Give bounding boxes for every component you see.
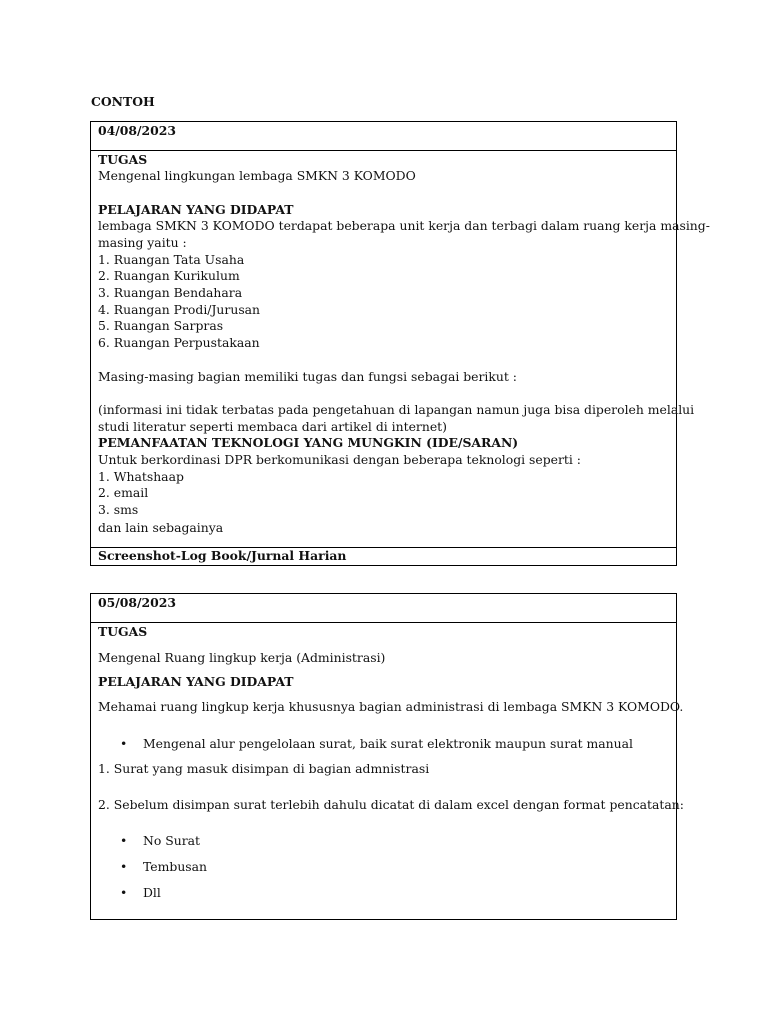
bullet-marker: • xyxy=(120,885,128,900)
entry-date: 05/08/2023 xyxy=(98,595,177,610)
tech-item: 2. email xyxy=(98,485,149,500)
room-item: 1. Ruangan Tata Usaha xyxy=(98,252,245,267)
pelajaran-label: PELAJARAN YANG DIDAPAT xyxy=(98,202,294,217)
format-item: Dll xyxy=(143,885,161,900)
screenshot-label: Screenshot-Log Book/Jurnal Harian xyxy=(98,548,347,563)
pelajaran-line: masing yaitu : xyxy=(98,235,187,250)
point-item: 1. Surat yang masuk disimpan di bagian admnistrasi xyxy=(98,761,430,776)
room-item: 2. Ruangan Kurikulum xyxy=(98,268,240,283)
pemanfaatan-text: Untuk berkordinasi DPR berkomunikasi dengan beberapa teknologi seperti : xyxy=(98,452,581,467)
entry-date: 04/08/2023 xyxy=(98,123,177,138)
entry-1-date-row xyxy=(91,122,676,151)
entry-2-content-row xyxy=(91,622,684,919)
tugas-text: Mengenal lingkungan lembaga SMKN 3 KOMODO xyxy=(98,168,416,183)
pemanfaatan-label: PEMANFAATAN TEKNOLOGI YANG MUNGKIN (IDE/SARAN) xyxy=(98,435,519,450)
room-item: 3. Ruangan Bendahara xyxy=(98,285,243,300)
bullet-marker: • xyxy=(120,736,128,751)
closing-text: dan lain sebagainya xyxy=(98,520,224,535)
bullet-item: Mengenal alur pengelolaan surat, baik surat elektronik maupun surat manual xyxy=(143,736,633,751)
room-item: 4. Ruangan Prodi/Jurusan xyxy=(98,302,261,317)
journal-entry-1 xyxy=(90,121,710,566)
page-heading: CONTOH xyxy=(91,94,155,109)
tugas-label: TUGAS xyxy=(98,152,148,167)
info-line: studi literatur seperti membaca dari artikel di internet) xyxy=(98,419,447,434)
tugas-label: TUGAS xyxy=(98,624,148,639)
masing-text: Masing-masing bagian memiliki tugas dan fungsi sebagai berikut : xyxy=(98,369,517,384)
room-item: 6. Ruangan Perpustakaan xyxy=(98,335,260,350)
tech-item: 1. Whatshaap xyxy=(98,469,184,484)
entry-2-date-row xyxy=(91,594,676,623)
format-item: No Surat xyxy=(143,833,200,848)
tech-item: 3. sms xyxy=(98,502,139,517)
pelajaran-label: PELAJARAN YANG DIDAPAT xyxy=(98,674,294,689)
journal-entry-2 xyxy=(90,593,684,920)
format-item: Tembusan xyxy=(143,859,208,874)
info-line: (informasi ini tidak terbatas pada pengetahuan di lapangan namun juga bisa diperoleh melalui xyxy=(98,402,695,417)
entry-1-screenshot-row xyxy=(91,547,676,565)
entry-1-content-row xyxy=(91,150,710,548)
pelajaran-text: Mehamai ruang lingkup kerja khususnya bagian administrasi di lembaga SMKN 3 KOMODO. xyxy=(98,699,684,714)
pelajaran-line: lembaga SMKN 3 KOMODO terdapat beberapa unit kerja dan terbagi dalam ruang kerja masing- xyxy=(98,218,710,233)
bullet-marker: • xyxy=(120,859,128,874)
tugas-text: Mengenal Ruang lingkup kerja (Administrasi) xyxy=(98,650,386,665)
room-item: 5. Ruangan Sarpras xyxy=(98,318,224,333)
point-item: 2. Sebelum disimpan surat terlebih dahulu dicatat di dalam excel dengan format pencatatan: xyxy=(98,797,684,812)
bullet-marker: • xyxy=(120,833,128,848)
